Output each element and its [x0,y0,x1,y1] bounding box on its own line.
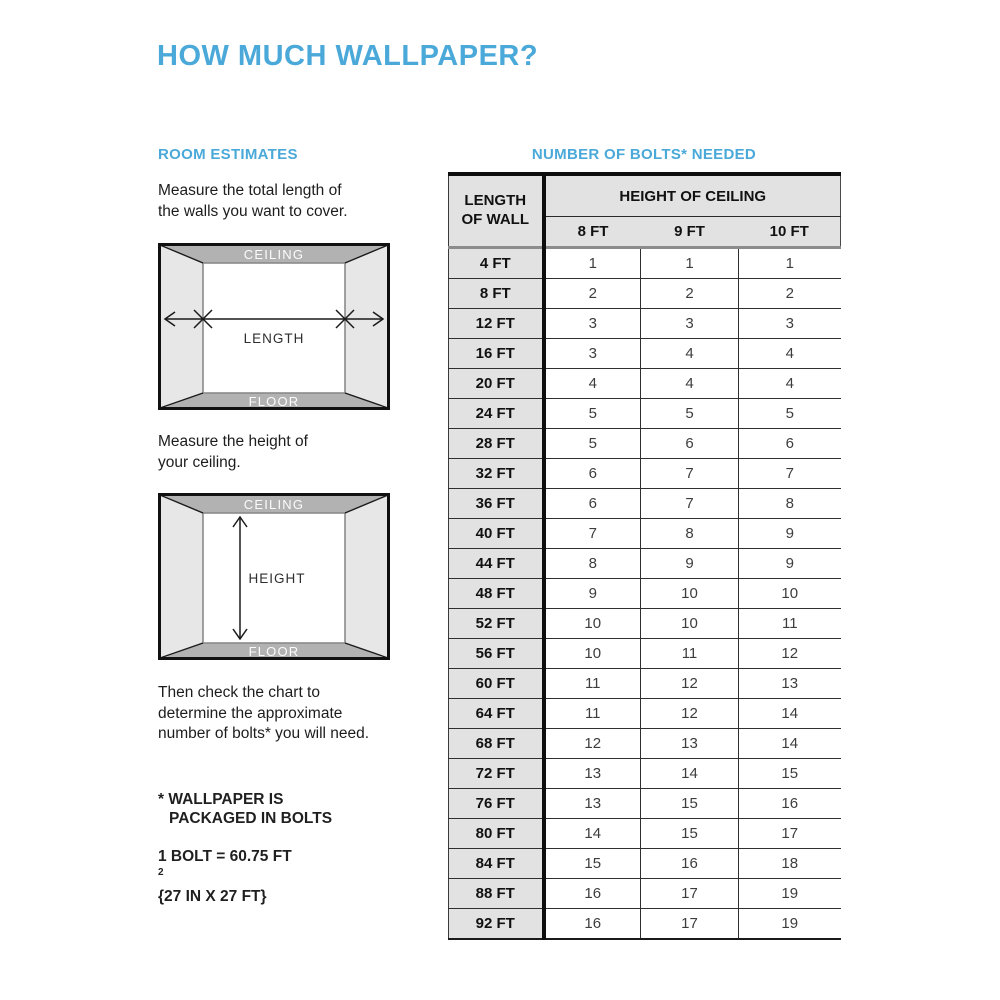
instruction-measure-height [158,432,308,473]
table-row [449,849,841,879]
bolt-count-cell: 19 [739,909,841,940]
bolt-count-cell: 14 [544,819,641,849]
bolt-count-cell: 10 [641,609,739,639]
page-title: HOW MUCH WALLPAPER? [157,40,539,72]
bolt-count-cell: 3 [739,309,841,339]
row-header-wall-length: 44 FT [449,549,544,579]
bolt-count-cell: 6 [544,459,641,489]
bolt-count-cell: 3 [544,339,641,369]
row-header-wall-length: 20 FT [449,369,544,399]
table-row [449,609,841,639]
bolt-count-cell: 9 [544,579,641,609]
row-header-wall-length: 12 FT [449,309,544,339]
room-height-diagram [158,493,390,665]
col-header-9ft: 9 FT [641,217,739,248]
bolt-count-cell: 7 [641,489,739,519]
row-header-wall-length: 32 FT [449,459,544,489]
diagram-height-label: HEIGHT [248,571,306,586]
bolt-count-cell: 4 [641,369,739,399]
table-row [449,879,841,909]
group-header-height-of-ceiling: HEIGHT OF CEILING [544,174,841,217]
instruction-measure-length [158,181,348,222]
col-header-8ft: 8 FT [544,217,641,248]
row-header-wall-length: 92 FT [449,909,544,940]
bolt-count-cell: 4 [641,339,739,369]
table-row [449,549,841,579]
row-header-wall-length: 68 FT [449,729,544,759]
bolt-count-cell: 14 [739,699,841,729]
row-header-wall-length: 84 FT [449,849,544,879]
diagram-ceiling-label: CEILING [243,247,305,262]
bolt-count-cell: 15 [641,789,739,819]
table-header-row-1 [449,174,841,217]
bolt-count-cell: 17 [641,879,739,909]
table-row [449,909,841,940]
bolt-count-cell: 7 [739,459,841,489]
row-header-wall-length: 52 FT [449,609,544,639]
table-row [449,519,841,549]
room-length-diagram-svg [158,243,390,410]
instruction-line: the walls you want to cover. [158,202,348,220]
bolt-count-cell: 3 [544,309,641,339]
diagram-length-label: LENGTH [243,331,305,346]
row-header-wall-length: 56 FT [449,639,544,669]
bolt-count-cell: 15 [544,849,641,879]
corner-header-line: OF WALL [461,211,529,228]
table-row [449,639,841,669]
bolt-equation-text: 1 BOLT = 60.75 FT [158,848,292,865]
bolt-dimensions: {27 IN X 27 FT} [158,887,267,905]
bolt-count-cell: 6 [641,429,739,459]
table-row [449,429,841,459]
instruction-line: determine the approximate [158,704,343,722]
bolt-count-cell: 10 [641,579,739,609]
bolt-count-cell: 5 [641,399,739,429]
row-header-wall-length: 8 FT [449,279,544,309]
table-row [449,248,841,279]
row-header-wall-length: 24 FT [449,399,544,429]
bolt-count-cell: 11 [641,639,739,669]
row-header-wall-length: 76 FT [449,789,544,819]
bolt-count-cell: 5 [544,429,641,459]
bolt-count-cell: 18 [739,849,841,879]
instruction-line: number of bolts* you will need. [158,725,370,743]
bolt-count-cell: 9 [641,549,739,579]
bolt-count-cell: 11 [739,609,841,639]
row-header-wall-length: 60 FT [449,669,544,699]
table-row [449,759,841,789]
diagram-floor-label: FLOOR [248,644,300,659]
diagram-ceiling-label: CEILING [243,497,305,512]
bolt-size-info [158,847,292,907]
table-row [449,579,841,609]
bolt-count-cell: 11 [544,699,641,729]
table-row [449,699,841,729]
row-header-wall-length: 4 FT [449,248,544,279]
table-row [449,339,841,369]
bolt-equation [158,847,292,887]
bolt-count-cell: 9 [739,519,841,549]
bolt-count-cell: 14 [739,729,841,759]
row-header-wall-length: 80 FT [449,819,544,849]
bolt-count-cell: 7 [544,519,641,549]
wallpaper-bolts-footnote [158,791,332,829]
bolt-count-cell: 16 [739,789,841,819]
bolt-count-cell: 16 [544,909,641,940]
row-header-wall-length: 48 FT [449,579,544,609]
bolt-count-cell: 10 [739,579,841,609]
footnote-line: PACKAGED IN BOLTS [169,809,333,827]
bolt-count-cell: 15 [641,819,739,849]
bolt-count-cell: 10 [544,639,641,669]
row-header-wall-length: 72 FT [449,759,544,789]
table-row [449,399,841,429]
instruction-line: Then check the chart to [158,684,320,701]
table-row [449,279,841,309]
bolt-count-cell: 8 [641,519,739,549]
bolt-count-cell: 12 [641,699,739,729]
bolt-count-cell: 12 [739,639,841,669]
bolt-count-cell: 7 [641,459,739,489]
footnote-line: * WALLPAPER IS [158,791,284,808]
bolt-count-cell: 2 [739,279,841,309]
table-row [449,789,841,819]
bolt-count-cell: 8 [544,549,641,579]
bolt-count-cell: 1 [739,248,841,279]
table-row [449,819,841,849]
bolt-count-cell: 4 [544,369,641,399]
row-header-wall-length: 88 FT [449,879,544,909]
bolt-count-cell: 15 [739,759,841,789]
diagram-floor-label: FLOOR [248,394,300,409]
bolt-count-cell: 13 [544,789,641,819]
bolt-count-cell: 6 [544,489,641,519]
bolt-count-cell: 8 [739,489,841,519]
bolt-count-cell: 14 [641,759,739,789]
corner-header-line: LENGTH [464,192,527,210]
table-row [449,369,841,399]
bolt-count-cell: 1 [544,248,641,279]
bolt-equation-superscript: 2 [158,866,164,878]
bolt-count-cell: 9 [739,549,841,579]
bolt-count-cell: 17 [641,909,739,940]
bolt-count-cell: 16 [544,879,641,909]
bolt-count-cell: 3 [641,309,739,339]
bolt-count-cell: 2 [641,279,739,309]
row-header-wall-length: 64 FT [449,699,544,729]
room-height-diagram-svg [158,493,390,660]
row-header-wall-length: 16 FT [449,339,544,369]
instruction-line: Measure the total length of [158,182,342,199]
table-row [449,489,841,519]
section-title-bolts-needed: NUMBER OF BOLTS* NEEDED [531,146,757,163]
row-header-wall-length: 36 FT [449,489,544,519]
bolt-count-cell: 13 [739,669,841,699]
bolt-count-cell: 10 [544,609,641,639]
bolt-count-cell: 5 [544,399,641,429]
table-row [449,669,841,699]
table-row [449,459,841,489]
bolt-table-body [449,248,841,940]
bolt-count-cell: 12 [544,729,641,759]
bolt-count-cell: 12 [641,669,739,699]
bolt-count-cell: 13 [544,759,641,789]
bolt-count-cell: 4 [739,369,841,399]
bolt-count-cell: 4 [739,339,841,369]
bolt-count-cell: 13 [641,729,739,759]
bolt-count-cell: 2 [544,279,641,309]
room-length-diagram [158,243,390,415]
row-header-wall-length: 28 FT [449,429,544,459]
bolt-count-cell: 11 [544,669,641,699]
row-header-wall-length: 40 FT [449,519,544,549]
section-title-room-estimates: ROOM ESTIMATES [158,146,298,163]
table-row [449,309,841,339]
corner-header-length-of-wall [449,174,544,248]
bolt-count-cell: 17 [739,819,841,849]
instruction-line: Measure the height of [158,433,308,450]
bolt-count-cell: 5 [739,399,841,429]
instruction-check-chart [158,683,369,745]
bolt-count-cell: 16 [641,849,739,879]
col-header-10ft: 10 FT [739,217,841,248]
instruction-line: your ceiling. [158,453,241,471]
bolt-count-cell: 19 [739,879,841,909]
bolt-count-cell: 1 [641,248,739,279]
bolts-needed-table [448,172,841,940]
table-row [449,729,841,759]
bolt-count-cell: 6 [739,429,841,459]
